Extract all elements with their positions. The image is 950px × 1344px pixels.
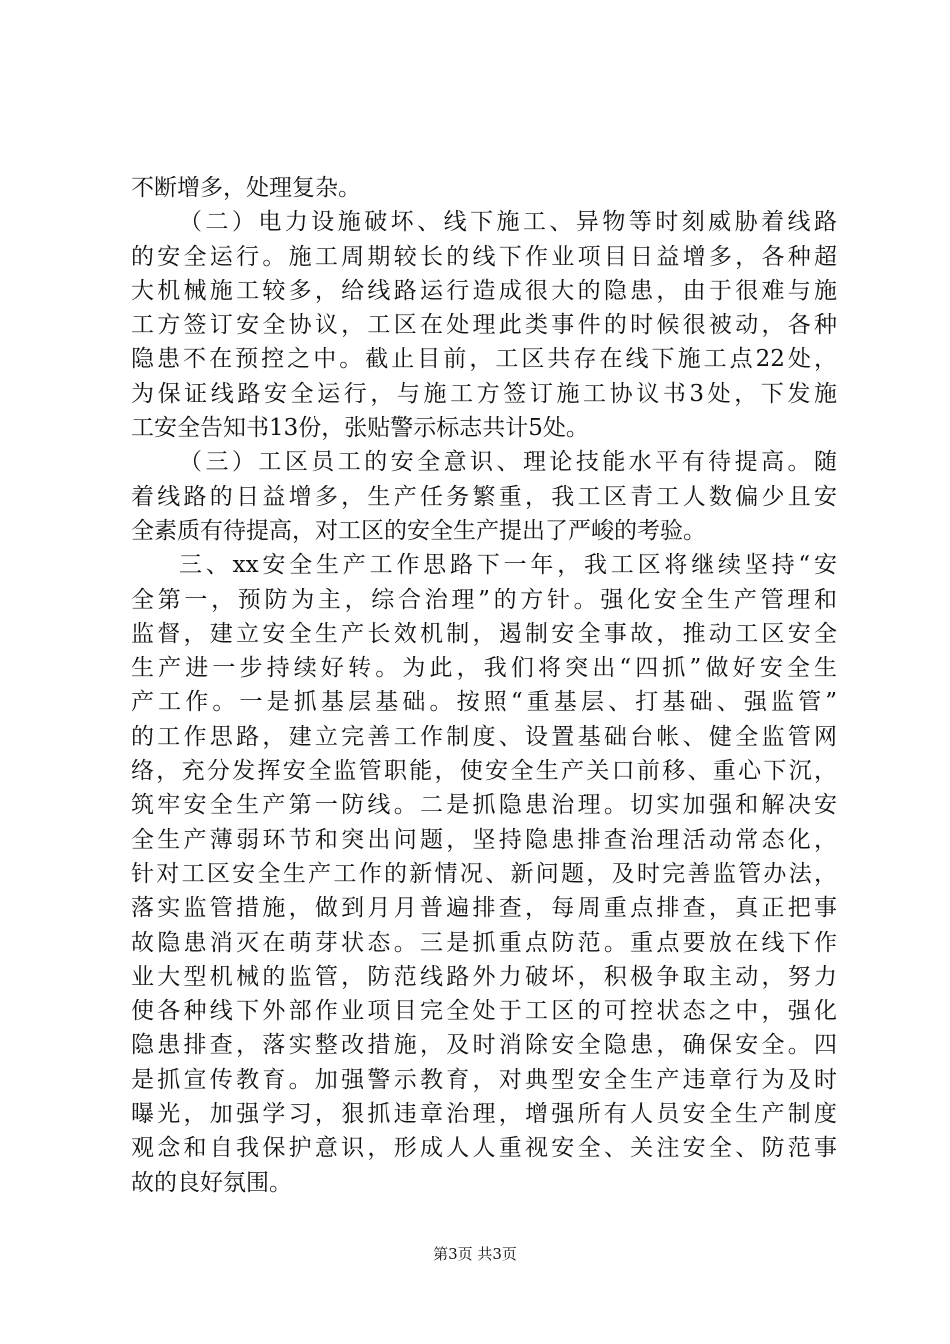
text-line: 的安全运行。施工周期较长的线下作业项目日益增多，各种超: [131, 243, 837, 270]
text-line: 全第一，预防为主，综合治理”的方针。强化安全生产管理和: [131, 586, 837, 613]
text-line: 工方签订安全协议，工区在处理此类事件的时候很被动，各种: [131, 312, 837, 339]
text-line: （二）电力设施破坏、线下施工、异物等时刻威胁着线路: [179, 209, 837, 236]
text-line: 着线路的日益增多，生产任务繁重，我工区青工人数偏少且安: [131, 483, 837, 510]
page-footer: 第3页 共3页: [433, 1245, 517, 1263]
text-line: 是抓宣传教育。加强警示教育，对典型安全生产违章行为及时: [131, 1066, 837, 1093]
text-line: 为保证线路安全运行，与施工方签订施工协议书3处，下发施: [131, 380, 837, 407]
text-line: 产工作。一是抓基层基础。按照“重基层、打基础、强监管”: [131, 689, 837, 716]
text-line: 络，充分发挥安全监管职能，使安全生产关口前移、重心下沉，: [131, 758, 837, 785]
text-line: （三）工区员工的安全意识、理论技能水平有待提高。随: [179, 449, 837, 476]
text-line: 落实监管措施，做到月月普遍排查，每周重点排查，真正把事: [131, 895, 837, 922]
text-line: 筑牢安全生产第一防线。二是抓隐患治理。切实加强和解决安: [131, 792, 837, 819]
text-line: 全素质有待提高，对工区的安全生产提出了严峻的考验。: [131, 517, 706, 544]
text-line: 生产进一步持续好转。为此，我们将突出“四抓”做好安全生: [131, 655, 837, 682]
text-line: 曝光，加强学习，狠抓违章治理，增强所有人员安全生产制度: [131, 1101, 837, 1128]
text-line: 全生产薄弱环节和突出问题，坚持隐患排查治理活动常态化，: [131, 826, 837, 853]
text-line: 不断增多，处理复杂。: [131, 175, 361, 201]
text-line: 隐患不在预控之中。截止目前，工区共存在线下施工点22处，: [131, 346, 837, 373]
text-line: 针对工区安全生产工作的新情况、新问题，及时完善监管办法，: [131, 860, 837, 887]
text-line: 三、xx安全生产工作思路下一年，我工区将继续坚持“安: [179, 552, 837, 579]
text-line: 的工作思路，建立完善工作制度、设置基础台帐、健全监管网: [131, 723, 837, 750]
text-line: 大机械施工较多，给线路运行造成很大的隐患，由于很难与施: [131, 277, 837, 304]
text-line: 监督，建立安全生产长效机制，遏制安全事故，推动工区安全: [131, 620, 837, 647]
text-line: 观念和自我保护意识，形成人人重视安全、关注安全、防范事: [131, 1135, 837, 1162]
text-line: 工安全告知书13份，张贴警示标志共计5处。: [131, 415, 589, 442]
text-line: 业大型机械的监管，防范线路外力破坏，积极争取主动，努力: [131, 963, 837, 990]
text-line: 隐患排查，落实整改措施，及时消除安全隐患，确保安全。四: [131, 1032, 837, 1059]
document-body: [131, 171, 837, 1200]
text-line: 故隐患消灭在萌芽状态。三是抓重点防范。重点要放在线下作: [131, 929, 837, 956]
text-line: 故的良好氛围。: [131, 1169, 292, 1196]
text-line: 使各种线下外部作业项目完全处于工区的可控状态之中，强化: [131, 998, 837, 1025]
